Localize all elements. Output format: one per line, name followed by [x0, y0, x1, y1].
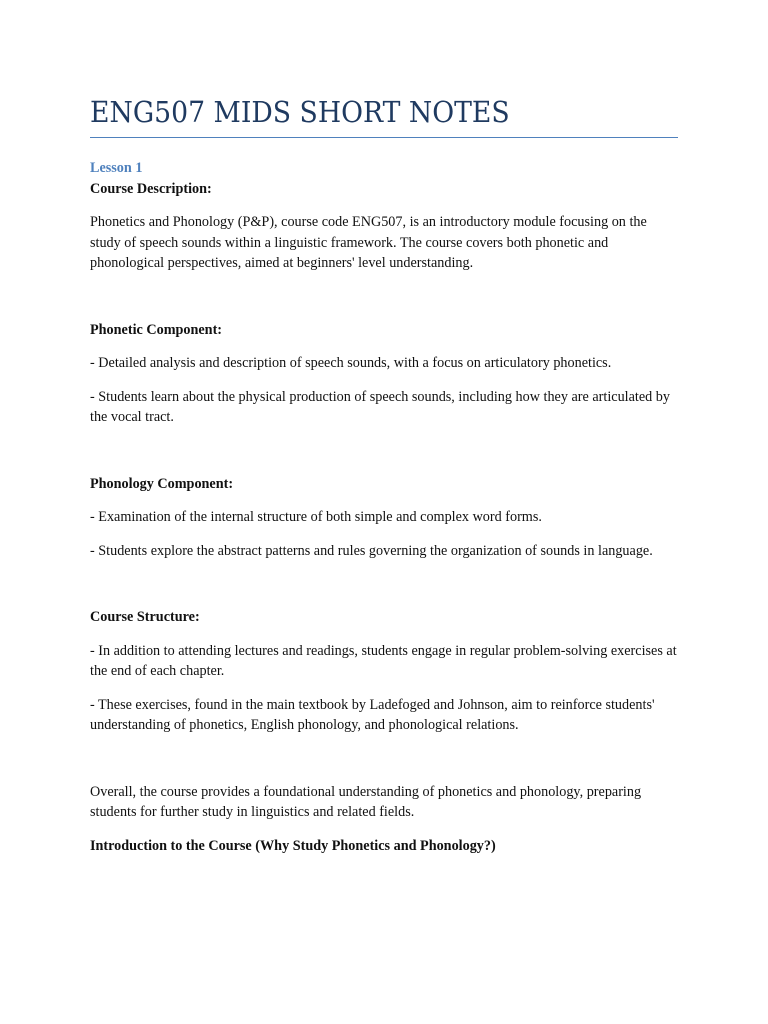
document-title: ENG507 MIDS SHORT NOTES [90, 95, 510, 129]
phonetic-component-heading: Phonetic Component: [90, 321, 223, 338]
phonology-point-2: - Students explore the abstract patterns and rules governing the organization of sounds in language. [90, 542, 653, 559]
phonology-point-1: - Examination of the internal structure of both simple and complex word forms. [90, 509, 542, 525]
phonology-component-heading: Phonology Component: [90, 475, 234, 492]
course-description-heading: Course Description: [90, 180, 212, 197]
overall-paragraph: Overall, the course provides a foundational understanding of phonetics and phonology, preparing students for further study in linguistics and related fields. [90, 783, 642, 820]
document-body [90, 158, 678, 856]
course-description-paragraph: Phonetics and Phonology (P&P), course code ENG507, is an introductory module focusing on the study of speech sounds within a linguistic framework. The course covers both phonetic and phonological perspectives, aimed at beginners' level understanding. [90, 214, 647, 271]
structure-point-2: - These exercises, found in the main textbook by Ladefoged and Johnson, aim to reinforce students' understanding of phonetics, English phonology, and phonological relations. [90, 696, 655, 733]
phonetic-point-2: - Students learn about the physical production of speech sounds, including how they are articulated by the vocal tract. [90, 388, 670, 425]
phonetic-point-1: - Detailed analysis and description of speech sounds, with a focus on articulatory phonetics. [90, 355, 612, 371]
title-divider [90, 137, 678, 138]
course-structure-heading: Course Structure: [90, 609, 200, 625]
structure-point-1: - In addition to attending lectures and readings, students engage in regular problem-solving exercises at the end of each chapter. [90, 642, 677, 679]
introduction-heading: Introduction to the Course (Why Study Phonetics and Phonology?) [90, 837, 496, 854]
lesson-label: Lesson 1 [90, 160, 143, 176]
